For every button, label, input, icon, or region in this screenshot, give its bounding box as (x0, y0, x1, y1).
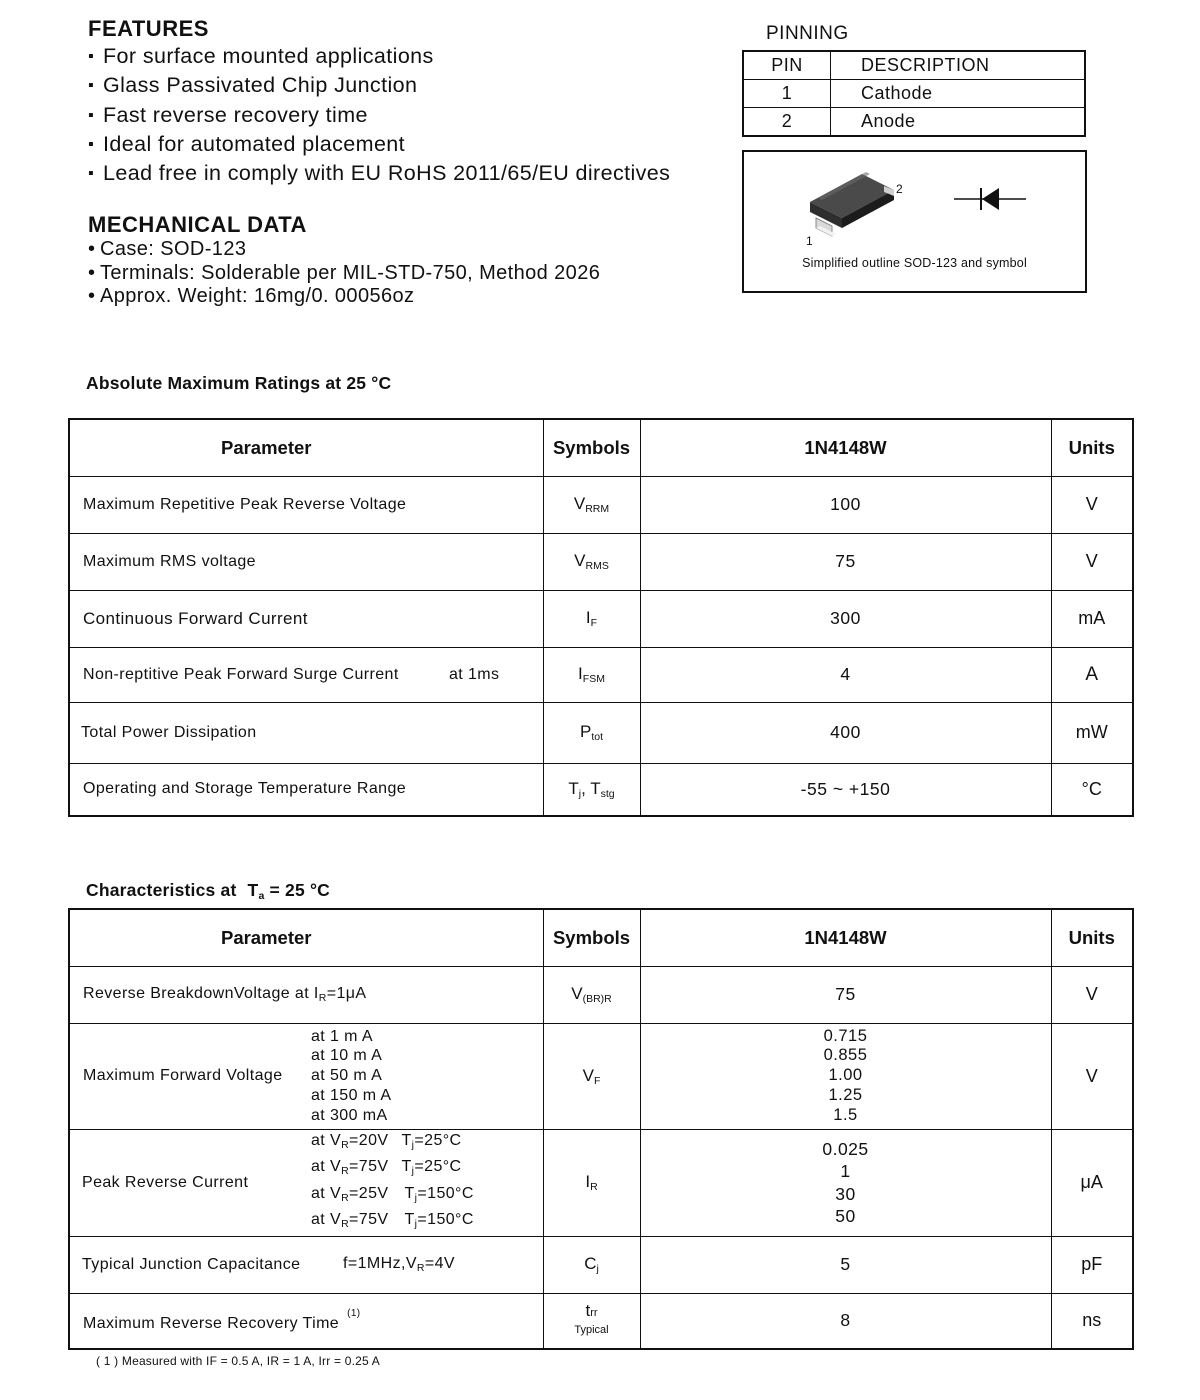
table-row (69, 1023, 1133, 1129)
list-item: ▪ Fast reverse recovery time (88, 101, 670, 130)
condition-list (311, 1130, 474, 1236)
parameter-text: Peak Reverse Current (82, 1173, 249, 1191)
condition-subscript: R (341, 1165, 350, 1177)
value-text: 1.00 (828, 1066, 863, 1085)
parameter-cell (69, 1129, 543, 1236)
pin-number: 2 (743, 108, 831, 137)
value-list (641, 1138, 1051, 1228)
condition-text: at $V_R=25V$ $T_j=150^\circ C$ (311, 1184, 474, 1204)
condition-text: at 1 m A (311, 1027, 373, 1045)
symbol-subscript: j (596, 1263, 599, 1275)
table-header-row (743, 51, 1085, 80)
symbol-subscript: RMS (585, 560, 609, 572)
unit-cell: ns (1051, 1293, 1133, 1349)
pin1-label: 1 (806, 234, 813, 248)
symbol-cell (543, 533, 640, 590)
parameter-cell (69, 1236, 543, 1293)
value-cell (640, 1023, 1051, 1129)
value-cell: 8 (640, 1293, 1051, 1349)
symbol-text: V (574, 551, 586, 570)
symbol-note: Typical (574, 1324, 609, 1337)
table-row (69, 1293, 1133, 1349)
pin-description: Cathode (831, 80, 1086, 108)
symbol-text: I (585, 608, 591, 627)
parameter-cell (69, 1293, 543, 1349)
symbol-subscript: j (578, 787, 582, 800)
footnote: ( 1 ) Measured with IF = 0.5 A, IR = 1 A, Irr = 0.25 A (96, 1354, 380, 1368)
parameter-cell (69, 1023, 543, 1129)
unit-cell: V (1051, 476, 1133, 533)
list-item: ▪ For surface mounted applications (88, 42, 670, 71)
unit-cell: °C (1051, 763, 1133, 816)
table-row (69, 476, 1133, 533)
pinning-table (742, 50, 1086, 137)
parameter-cell (69, 966, 543, 1023)
package-outline-figure (742, 150, 1087, 293)
unit-cell: pF (1051, 1236, 1133, 1293)
condition-subscript: R (341, 1218, 350, 1230)
symbol-subscript: tot (591, 731, 604, 743)
symbol-subscript: F (593, 1074, 601, 1087)
mechanical-title: MECHANICAL DATA (88, 212, 307, 237)
value-text: 1.25 (828, 1085, 863, 1104)
value-cell (640, 1129, 1051, 1236)
value-cell: -55 ~ +150 (640, 763, 1051, 816)
list-item: • Approx. Weight: 16mg/0. 00056oz (88, 285, 600, 309)
condition-text: $f=1MHz,V_R=4V$ (343, 1255, 455, 1274)
parameter-cell: Maximum Repetitive Peak Reverse Voltage (69, 476, 543, 533)
table-row (69, 702, 1133, 763)
condition-text: at 300 mA (311, 1106, 388, 1124)
table-row (743, 80, 1085, 108)
symbol-text: , T (581, 778, 601, 798)
parameter-text: Reverse BreakdownVoltage at I (83, 985, 319, 1002)
sod123-package-icon (804, 166, 914, 256)
condition-text: at $V_R=75V$ $T_j=150^\circ C$ (311, 1211, 474, 1230)
condition-temperature: 25°C (424, 1131, 462, 1149)
symbol-cell (543, 966, 640, 1023)
title-text: Characteristics at (86, 880, 237, 900)
figure-caption: Simplified outline SOD-123 and symbol (802, 256, 1027, 270)
table-row (69, 533, 1133, 590)
table-header-row (69, 419, 1133, 476)
table-row (69, 590, 1133, 647)
value-text: 1.5 (833, 1105, 858, 1124)
symbol-cell (543, 1129, 640, 1236)
unit-cell: V (1051, 1023, 1133, 1129)
symbol-text: I (578, 664, 583, 683)
unit-cell: μA (1051, 1129, 1133, 1236)
list-item: • Case: SOD-123 (88, 238, 600, 262)
parameter-header: Parameter (69, 419, 543, 476)
footnote-marker: (1) (347, 1308, 361, 1320)
symbol-subscript: F (590, 617, 598, 629)
condition-temperature: 25°C (424, 1158, 462, 1175)
symbol-cell (543, 647, 640, 702)
symbol-cell (543, 590, 640, 647)
list-item: • Terminals: Solderable per MIL-STD-750, Method 2026 (88, 262, 600, 286)
symbol-text: V (573, 494, 586, 513)
features-title: FEATURES (88, 16, 209, 41)
mechanical-list (88, 238, 600, 309)
symbol-text: V (571, 984, 583, 1003)
table-header-row (69, 909, 1133, 966)
value-text: 50 (835, 1206, 856, 1226)
unit-cell: mW (1051, 702, 1133, 763)
value-text: 0.715 (823, 1026, 868, 1045)
list-item: ▪ Glass Passivated Chip Junction (88, 71, 670, 100)
condition-text: at $V_R=20V$ $T_j=25^\circ C$ (311, 1131, 462, 1151)
symbol-subscript: stg (600, 787, 615, 800)
condition-voltage: 75V (358, 1158, 389, 1175)
value-cell: 300 (640, 590, 1051, 647)
condition-text: at 50 m A (311, 1067, 383, 1085)
characteristics-title (86, 880, 330, 902)
value-text: 1 (840, 1161, 851, 1181)
symbol-cell (543, 1023, 640, 1129)
parameter-cell: Continuous Forward Current (69, 590, 543, 647)
parameter-text: Typical Junction Capacitance (82, 1255, 301, 1273)
value-list (641, 1027, 1051, 1126)
parameter-cell (69, 647, 543, 702)
part-header: 1N4148W (640, 909, 1051, 966)
value-cell: 4 (640, 647, 1051, 702)
symbol-text: I (585, 1172, 591, 1191)
symbol-subscript: FSM (582, 673, 605, 685)
value-text: 0.855 (823, 1046, 868, 1065)
value-text: 0.025 (822, 1138, 869, 1159)
unit-cell: mA (1051, 590, 1133, 647)
ratings-table (68, 418, 1134, 817)
units-header: Units (1051, 909, 1133, 966)
symbol-subscript: (BR)R (582, 993, 612, 1005)
ratings-title: Absolute Maximum Ratings at 25 °C (86, 373, 392, 393)
symbol-cell (543, 702, 640, 763)
symbol-text: V (582, 1065, 594, 1085)
title-subscript: a (258, 890, 265, 902)
unit-cell: V (1051, 966, 1133, 1023)
pin-number: 1 (743, 80, 831, 108)
list-item: ▪ Lead free in comply with EU RoHS 2011/65/EU directives (88, 159, 670, 188)
pin-header: PIN (743, 51, 831, 80)
table-row (743, 108, 1085, 137)
value-cell: 100 (640, 476, 1051, 533)
value-cell: 75 (640, 533, 1051, 590)
unit-cell: V (1051, 533, 1133, 590)
title-symbol: T (247, 880, 259, 900)
parameter-text: Maximum Reverse Recovery Time (83, 1315, 340, 1333)
description-header: DESCRIPTION (831, 51, 1086, 80)
table-row (69, 1236, 1133, 1293)
value-cell: 400 (640, 702, 1051, 763)
pin2-label: 2 (896, 182, 903, 196)
parameter-subscript: R (318, 992, 327, 1004)
unit-cell: A (1051, 647, 1133, 702)
diode-symbol-icon (954, 185, 1026, 213)
symbol-subscript: R (590, 1181, 598, 1193)
symbol-cell (543, 1293, 640, 1349)
table-row (69, 1129, 1133, 1236)
symbol-text: trr (585, 1301, 598, 1321)
condition-list (311, 1027, 392, 1126)
parameter-cell: Maximum RMS voltage (69, 533, 543, 590)
table-row (69, 763, 1133, 816)
parameter-text: Maximum Forward Voltage (83, 1066, 283, 1084)
condition-temperature: 150°C (427, 1184, 474, 1202)
list-item: ▪ Ideal for automated placement (88, 130, 670, 159)
symbol-text: C (584, 1254, 597, 1273)
symbol-subscript: RRM (585, 503, 610, 515)
value-text: 30 (835, 1183, 856, 1204)
characteristics-table (68, 908, 1134, 1350)
symbol-cell (543, 763, 640, 816)
units-header: Units (1051, 419, 1133, 476)
condition-text: at 10 m A (311, 1047, 383, 1065)
condition-text: at 1ms (449, 665, 500, 683)
condition-text: at 150 m A (311, 1086, 392, 1104)
condition-subscript: R (341, 1138, 350, 1151)
part-header: 1N4148W (640, 419, 1051, 476)
parameter-cell: Total Power Dissipation (69, 702, 543, 763)
pin-description: Anode (831, 108, 1086, 137)
symbols-header: Symbols (543, 419, 640, 476)
condition-voltage: 75V (358, 1211, 389, 1228)
symbol-cell (543, 476, 640, 533)
parameter-cell: Operating and Storage Temperature Range (69, 763, 543, 816)
symbol-text: T (568, 778, 579, 798)
condition-temperature: 150°C (427, 1211, 474, 1228)
value-cell: 5 (640, 1236, 1051, 1293)
pinning-title: PINNING (766, 23, 849, 44)
parameter-text: Non-reptitive Peak Forward Surge Current (83, 665, 399, 683)
parameter-header: Parameter (69, 909, 543, 966)
condition-subscript: R (341, 1191, 350, 1204)
condition-text: at $V_R=75V$ $T_j=25^\circ C$ (311, 1158, 462, 1177)
table-row (69, 647, 1133, 702)
condition-voltage: 20V (358, 1131, 389, 1149)
value-cell: 75 (640, 966, 1051, 1023)
symbol-cell (543, 1236, 640, 1293)
title-suffix: = 25 °C (264, 880, 330, 900)
symbol-text: P (579, 722, 592, 741)
table-row (69, 966, 1133, 1023)
symbols-header: Symbols (543, 909, 640, 966)
features-list (88, 42, 670, 188)
parameter-tail: =1μA (326, 985, 367, 1002)
condition-voltage: 25V (358, 1184, 389, 1202)
